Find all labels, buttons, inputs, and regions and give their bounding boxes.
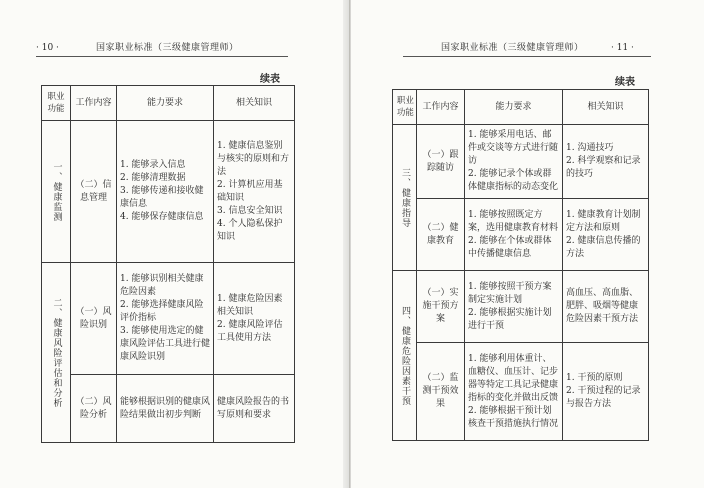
knowledge-cell	[214, 375, 295, 443]
column-header: 相关知识	[563, 90, 649, 125]
function-cell: 四、健康危险因素干预	[393, 271, 417, 441]
knowledge-item: 1. 健康信息鉴别与核实的原则和方法	[217, 140, 290, 177]
knowledge-item: 2. 科学观察和记录的技巧	[566, 156, 641, 179]
ability-item: 1. 能够录入信息	[120, 160, 186, 170]
content-cell: （一）跟踪随访	[417, 125, 465, 199]
ability-cell	[117, 121, 214, 263]
left-header-rule	[36, 56, 288, 57]
knowledge-item: 1. 沟通技巧	[566, 143, 614, 153]
right-header-title: 国家职业标准（三级健康管理师）	[441, 43, 584, 53]
left-page	[0, 0, 350, 488]
ability-item: 4. 能够保存健康信息	[120, 212, 204, 222]
ability-item: 1. 能够按照既定方案，选用健康教育材料	[468, 209, 559, 233]
knowledge-item: 高血压、高血脂、肥胖、吸烟等健康危险因素干预方法	[566, 288, 639, 324]
column-header: 工作内容	[417, 90, 465, 125]
ability-cell	[117, 375, 214, 443]
ability-cell	[117, 263, 214, 375]
right-page-number: · 11 ·	[611, 43, 634, 53]
knowledge-cell	[563, 271, 649, 343]
knowledge-item: 健康风险报告的书写原则和要求	[217, 396, 290, 420]
content-cell: （一）风险识别	[71, 263, 117, 375]
knowledge-item: 1. 健康危险因素相关知识	[217, 293, 283, 317]
knowledge-item: 2. 干预过程的记录与报告方法	[566, 386, 641, 409]
right-standards-table	[392, 89, 649, 441]
content-cell: （二）信息管理	[71, 121, 117, 263]
ability-item: 1. 能够按照干预方案制定实施计划	[468, 281, 552, 305]
knowledge-item: 2. 计算机应用基础知识	[217, 179, 283, 203]
ability-item: 2. 能够根据实施计划进行干预	[468, 307, 552, 331]
column-header: 能力要求	[465, 90, 563, 125]
left-standards-table	[41, 85, 295, 443]
ability-item: 2. 能够选择健康风险评价指标	[120, 300, 204, 323]
knowledge-item: 3. 信息安全知识	[217, 205, 283, 216]
function-cell: 三、健康指导	[393, 125, 417, 271]
knowledge-item: 4. 个人隐私保护知识	[217, 218, 283, 242]
column-header: 职业功能	[393, 90, 417, 125]
right-continued-label: 续表	[615, 77, 635, 88]
table-row	[393, 271, 649, 343]
table-row	[393, 343, 649, 441]
knowledge-item: 2. 健康信息传播的方法	[566, 235, 641, 259]
ability-item: 3. 能够传递和接收健康信息	[120, 186, 204, 209]
column-header: 职业功能	[42, 86, 71, 121]
content-cell: （一）实施干预方案	[417, 271, 465, 343]
table-row	[42, 121, 295, 263]
left-header-title: 国家职业标准（三级健康管理师）	[96, 43, 239, 53]
ability-item: 能够根据识别的健康风险结果做出初步判断	[120, 396, 211, 420]
knowledge-cell	[563, 125, 649, 199]
ability-cell	[465, 125, 563, 199]
right-table-header-row	[393, 90, 649, 125]
table-row	[42, 375, 295, 443]
table-row	[42, 263, 295, 375]
ability-item: 2. 能够清理数据	[120, 173, 186, 183]
table-row	[393, 125, 649, 199]
ability-cell	[465, 199, 563, 271]
knowledge-cell	[214, 263, 295, 375]
ability-item: 3. 能够使用选定的健康风险评估工具进行健康风险识别	[120, 326, 211, 362]
knowledge-cell	[214, 121, 295, 263]
function-cell: 一、健康监测	[42, 121, 71, 263]
ability-item: 2. 能够在个体或群体中传播健康信息	[468, 235, 552, 259]
content-cell: （二）监测干预效果	[417, 343, 465, 441]
right-header-rule	[403, 56, 651, 57]
left-continued-label: 续表	[260, 74, 280, 85]
knowledge-cell	[563, 199, 649, 271]
content-cell: （二）健康教育	[417, 199, 465, 271]
column-header: 工作内容	[71, 86, 117, 121]
ability-item: 1. 能够采用电话、邮件或交谈等方式进行随访	[468, 130, 559, 166]
column-header: 相关知识	[214, 86, 295, 121]
function-cell: 二、健康风险评估和分析	[42, 263, 71, 443]
ability-item: 2. 能够根据干预计划核查干预措施执行情况	[468, 405, 559, 429]
ability-cell	[465, 343, 563, 441]
knowledge-item: 1. 健康教育计划制定方法和原则	[566, 209, 641, 233]
column-header: 能力要求	[117, 86, 214, 121]
left-page-number: · 10 ·	[36, 43, 59, 53]
ability-item: 1. 能够利用体重计、血糖仪、血压计、记步器等特定工具记录健康指标的变化并做出反馈	[468, 353, 559, 403]
knowledge-cell	[563, 343, 649, 441]
content-cell: （二）风险分析	[71, 375, 117, 443]
knowledge-item: 1. 干预的原则	[566, 373, 623, 383]
table-row	[393, 199, 649, 271]
knowledge-item: 2. 健康风险评估工具使用方法	[217, 319, 283, 343]
ability-item: 1. 能够识别相关健康危险因素	[120, 274, 204, 297]
left-table-header-row	[42, 86, 295, 121]
ability-cell	[465, 271, 563, 343]
right-page	[351, 0, 704, 488]
ability-item: 2. 能够记录个体或群体健康指标的动态变化	[468, 169, 559, 192]
